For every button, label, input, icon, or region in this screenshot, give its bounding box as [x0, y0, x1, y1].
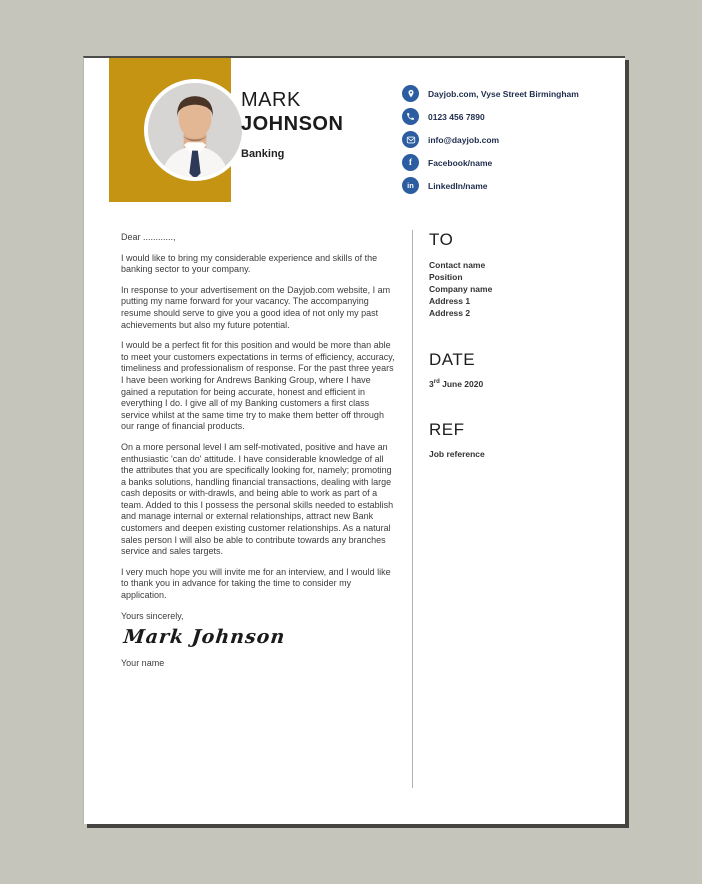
avatar-illustration — [148, 83, 242, 177]
first-name: MARK — [241, 89, 301, 111]
to-position: Position — [429, 272, 463, 282]
closing-line: Yours sincerely, — [121, 610, 184, 621]
contact-address-text: Dayjob.com, Vyse Street Birmingham — [428, 88, 579, 99]
contact-row-facebook — [402, 154, 579, 171]
contact-list — [402, 85, 579, 200]
gold-accent-block — [109, 58, 231, 202]
paragraph-1: I would like to bring my considerable experience and skills of the banking sector to your company. — [121, 252, 378, 275]
to-address-1: Address 1 — [429, 296, 471, 306]
date-value: 3rd June 2020 — [429, 379, 484, 389]
to-contact-name: Contact name — [429, 260, 486, 270]
linkedin-icon: in — [402, 177, 419, 194]
contact-row-linkedin — [402, 177, 579, 194]
location-pin-icon — [402, 85, 419, 102]
paragraph-2: In response to your advertisement on the Dayjob.com website, I am putting my name forward for your vacancy. The accompanying resume should serve to give you a good idea of not only my past achievements but also my future potential. — [121, 284, 391, 330]
phone-icon — [402, 108, 419, 125]
date-heading: DATE — [429, 350, 476, 369]
ref-value: Job reference — [429, 449, 485, 459]
contact-linkedin-text: LinkedIn/name — [428, 180, 488, 191]
contact-phone-text: 0123 456 7890 — [428, 111, 485, 122]
paragraph-4: On a more personal level I am self-motivated, positive and have an enthusiastic 'can do' attitude. I have considerable knowledge of all the attributes that you are specifically looking for, namely; promoting a banks solutions, handling financial transactions, dealing with large cash deposits or with-drawls, and being able to work as part of a team. Added to this I possess the personal skills needed to establish and manage internal or external relationships, attract new Bank customers and deepen existing customer relationships. As a natural sales person I will also be able to contribute towards any branches service and sales targets. — [121, 441, 394, 557]
email-icon — [402, 131, 419, 148]
ref-heading: REF — [429, 420, 465, 439]
contact-row-email — [402, 131, 579, 148]
contact-email-text: info@dayjob.com — [428, 134, 500, 145]
letter-page — [83, 56, 625, 824]
contact-facebook-text: Facebook/name — [428, 157, 493, 168]
to-heading: TO — [429, 230, 454, 249]
contact-row-phone — [402, 108, 579, 125]
contact-row-address — [402, 85, 579, 102]
to-lines — [429, 259, 604, 319]
to-address-2: Address 2 — [429, 308, 471, 318]
paragraph-3: I would be a perfect fit for this position and would be more than able to meet your customers expectations in terms of efficiency, accuracy, timeliness and professionalism of response. For the past three years I have been working for Andrews Banking Group, where I have gained a reputation for being accurate, honest and efficient in everything I do. I give all of my Banking customers a first class service whilst at the same time try to make them better off through our range of financial products. — [121, 340, 395, 432]
letter-body — [121, 232, 398, 669]
signature-caption: Your name — [121, 657, 165, 668]
paragraph-5: I very much hope you will invite me for an interview, and I would like to thank you in advance for taking the time to consider my application. — [121, 566, 391, 601]
recipient-sidebar — [429, 230, 604, 459]
salutation: Dear ............, — [121, 232, 176, 242]
last-name: JOHNSON — [241, 113, 344, 135]
profession-label: Banking — [241, 148, 285, 160]
profile-photo-frame — [144, 79, 246, 181]
facebook-icon: f — [402, 154, 419, 171]
to-company-name: Company name — [429, 284, 493, 294]
name-block — [241, 88, 343, 160]
vertical-divider — [412, 230, 413, 788]
profile-photo — [148, 83, 242, 177]
date-ordinal-suffix: rd — [433, 379, 440, 386]
signature-script: Mark Johnson — [122, 626, 287, 649]
